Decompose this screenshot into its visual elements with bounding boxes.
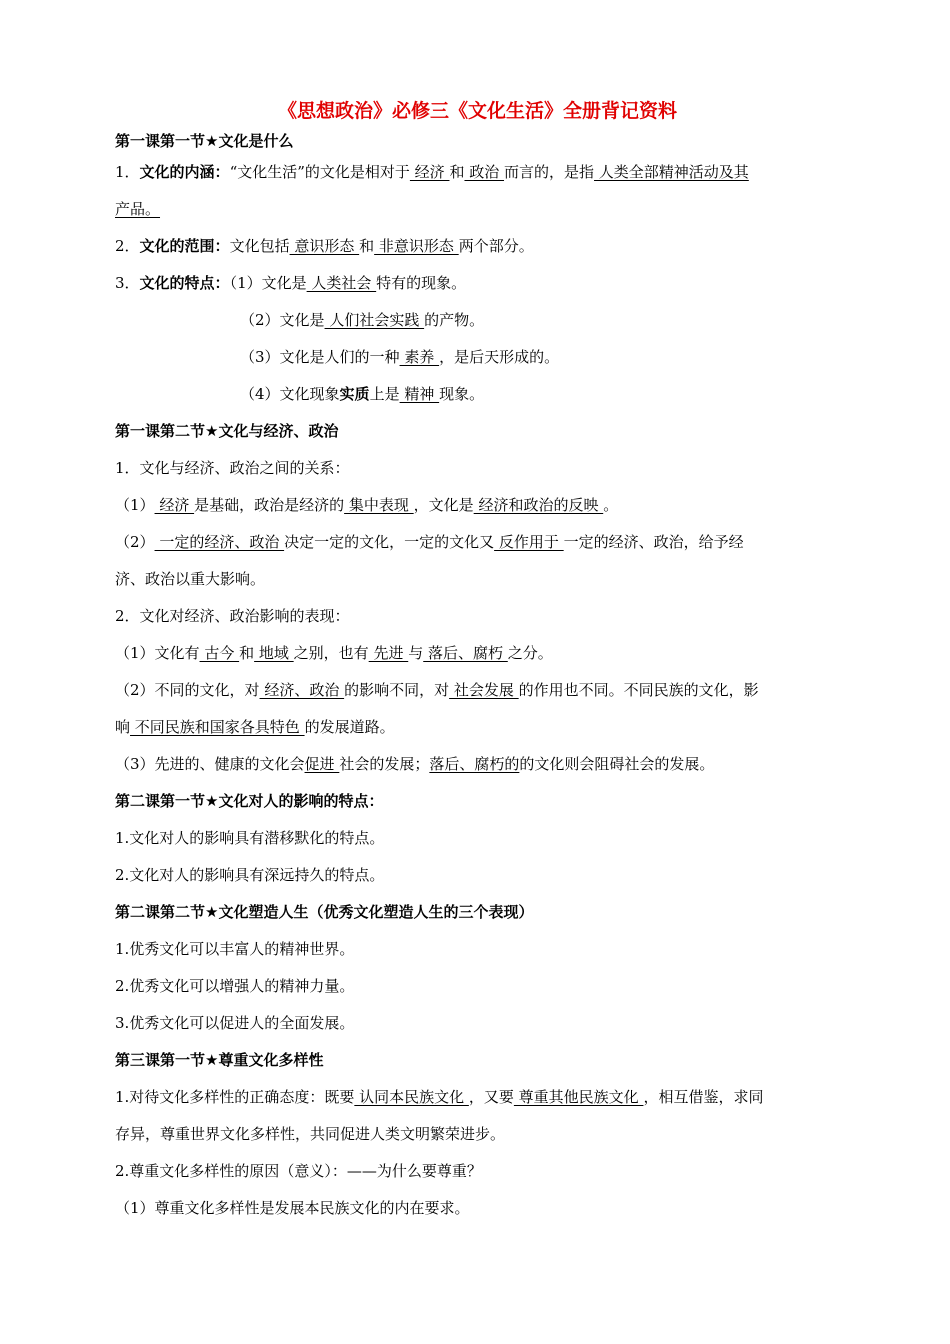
text-run: 的文化则会阻碍社会的发展。 xyxy=(519,755,715,773)
underlined-answer: 意识形态 xyxy=(289,237,360,255)
underlined-answer: 社会发展 xyxy=(449,681,519,699)
item-label: 文化的特点： xyxy=(139,274,230,292)
text-run: 的发展道路。 xyxy=(304,718,395,736)
item-number: 3． xyxy=(115,274,140,292)
underlined-answer: 认同本民族文化 xyxy=(354,1088,469,1106)
text-run: 一定的经济、政治，给予经 xyxy=(563,533,744,551)
text-run: 决定一定的文化，一定的文化又 xyxy=(284,533,495,551)
text-run: （2）文化是 xyxy=(240,311,325,329)
underlined-answer: 古今 xyxy=(199,644,240,662)
text-run: （2）不同的文化，对 xyxy=(115,681,260,699)
paragraph xyxy=(115,672,840,709)
underlined-answer: 经济和政治的反映 xyxy=(473,496,604,514)
text-run: “文化生活”的文化是相对于 xyxy=(229,163,410,181)
paragraph-continuation: 济、政治以重大影响。 xyxy=(115,570,266,588)
underlined-answer: 落后、腐朽的 xyxy=(429,755,520,773)
underlined-answer: 经济、政治 xyxy=(259,681,345,699)
item-number: 2． xyxy=(115,237,140,255)
text-run: ，是后天形成的。 xyxy=(439,348,560,366)
underlined-answer: 精神 xyxy=(399,385,440,403)
paragraph xyxy=(115,1079,840,1116)
paragraph xyxy=(115,524,840,561)
paragraph xyxy=(115,635,840,672)
underlined-answer: 落后、腐朽 xyxy=(423,644,508,662)
section-heading: 第一课第一节★文化是什么 xyxy=(115,132,294,150)
bold-text: 实质 xyxy=(339,385,370,403)
text-run: ，又要 xyxy=(468,1088,514,1106)
item-label: 文化的内涵： xyxy=(139,163,230,181)
list-item: 1.优秀文化可以丰富人的精神世界。 xyxy=(115,940,355,958)
underlined-answer: 先进 xyxy=(368,644,409,662)
underlined-answer: 地域 xyxy=(254,644,294,662)
paragraph xyxy=(115,487,840,524)
underlined-answer: 人类全部精神活动及其 xyxy=(594,163,749,181)
text-run: 文化包括 xyxy=(229,237,290,255)
underlined-answer: 素养 xyxy=(399,348,440,366)
document-title: 《思想政治》必修三《文化生活》全册背记资料 xyxy=(277,100,677,122)
underlined-answer: 一定的经济、政治 xyxy=(154,533,285,551)
underlined-answer: 非意识形态 xyxy=(374,237,459,255)
text-run: 现象。 xyxy=(439,385,485,403)
underlined-answer: 产品。 xyxy=(115,200,161,218)
text-run: 是基础，政治是经济的 xyxy=(194,496,345,514)
paragraph-culture-features xyxy=(115,265,840,302)
paragraph-continuation xyxy=(115,709,840,746)
section-heading: 第一课第二节★文化与经济、政治 xyxy=(115,422,339,440)
text-run: 。 xyxy=(603,496,619,514)
text-run: （3）先进的、健康的文化会 xyxy=(115,755,305,773)
text-run: 之别，也有 xyxy=(293,644,369,662)
text-run: ，相互借鉴，求同 xyxy=(643,1088,764,1106)
feature-item xyxy=(115,339,840,376)
list-item: 2.优秀文化可以增强人的精神力量。 xyxy=(115,977,355,995)
text-run: （4）文化现象 xyxy=(240,385,340,403)
underlined-answer: 政治 xyxy=(464,163,505,181)
text-run: 与 xyxy=(408,644,424,662)
text-run: 两个部分。 xyxy=(458,237,534,255)
paragraph-continuation: 存异，尊重世界文化多样性，共同促进人类文明繁荣进步。 xyxy=(115,1125,506,1143)
text-run: 的产物。 xyxy=(424,311,485,329)
paragraph: 2．文化对经济、政治影响的表现： xyxy=(115,607,350,625)
text-run: （1）文化有 xyxy=(115,644,200,662)
underlined-answer: 不同民族和国家各具特色 xyxy=(130,718,305,736)
text-run: 特有的现象。 xyxy=(376,274,467,292)
text-run: 之分。 xyxy=(507,644,553,662)
text-run: 社会的发展； xyxy=(339,755,430,773)
text-run: （1）文化是 xyxy=(229,274,307,292)
text-run: 上是 xyxy=(369,385,400,403)
underlined-answer: 促进 xyxy=(304,755,340,773)
item-label: 文化的范围： xyxy=(139,237,230,255)
text-run: 响 xyxy=(115,718,131,736)
underlined-answer: 经济 xyxy=(154,496,195,514)
paragraph-continuation xyxy=(115,191,840,228)
text-run: （2） xyxy=(115,533,155,551)
paragraph: 2.尊重文化多样性的原因（意义）：——为什么要尊重？ xyxy=(115,1162,482,1180)
list-item: 1.文化对人的影响具有潜移默化的特点。 xyxy=(115,829,385,847)
text-run: 的作用也不同。不同民族的文化，影 xyxy=(518,681,759,699)
underlined-answer: 反作用于 xyxy=(494,533,564,551)
list-item: 3.优秀文化可以促进人的全面发展。 xyxy=(115,1014,355,1032)
feature-item xyxy=(115,302,840,339)
text-run: ，文化是 xyxy=(413,496,474,514)
text-run: （1） xyxy=(115,496,155,514)
paragraph-culture-scope xyxy=(115,228,840,265)
section-heading: 第三课第一节★尊重文化多样性 xyxy=(115,1051,324,1069)
document-page xyxy=(115,96,840,1227)
underlined-answer: 人类社会 xyxy=(306,274,377,292)
text-run: （3）文化是人们的一种 xyxy=(240,348,400,366)
list-item: 2.文化对人的影响具有深远持久的特点。 xyxy=(115,866,385,884)
underlined-answer: 人们社会实践 xyxy=(324,311,425,329)
text-run: 和 xyxy=(239,644,255,662)
text-run: 和 xyxy=(449,163,465,181)
paragraph: 1．文化与经济、政治之间的关系： xyxy=(115,459,350,477)
underlined-answer: 集中表现 xyxy=(344,496,414,514)
section-heading: 第二课第一节★文化对人的影响的特点： xyxy=(115,792,384,810)
text-run: 和 xyxy=(359,237,375,255)
text-run: 1.对待文化多样性的正确态度：既要 xyxy=(115,1088,355,1106)
section-heading: 第二课第二节★文化塑造人生（优秀文化塑造人生的三个表现） xyxy=(115,903,534,921)
paragraph-culture-meaning xyxy=(115,154,840,191)
paragraph: （1）尊重文化多样性是发展本民族文化的内在要求。 xyxy=(115,1199,470,1217)
item-number: 1． xyxy=(115,163,140,181)
paragraph xyxy=(115,746,840,783)
underlined-answer: 尊重其他民族文化 xyxy=(513,1088,644,1106)
feature-item xyxy=(115,376,840,413)
underlined-answer: 经济 xyxy=(409,163,450,181)
text-run: 的影响不同，对 xyxy=(344,681,450,699)
text-run: 而言的，是指 xyxy=(504,163,595,181)
